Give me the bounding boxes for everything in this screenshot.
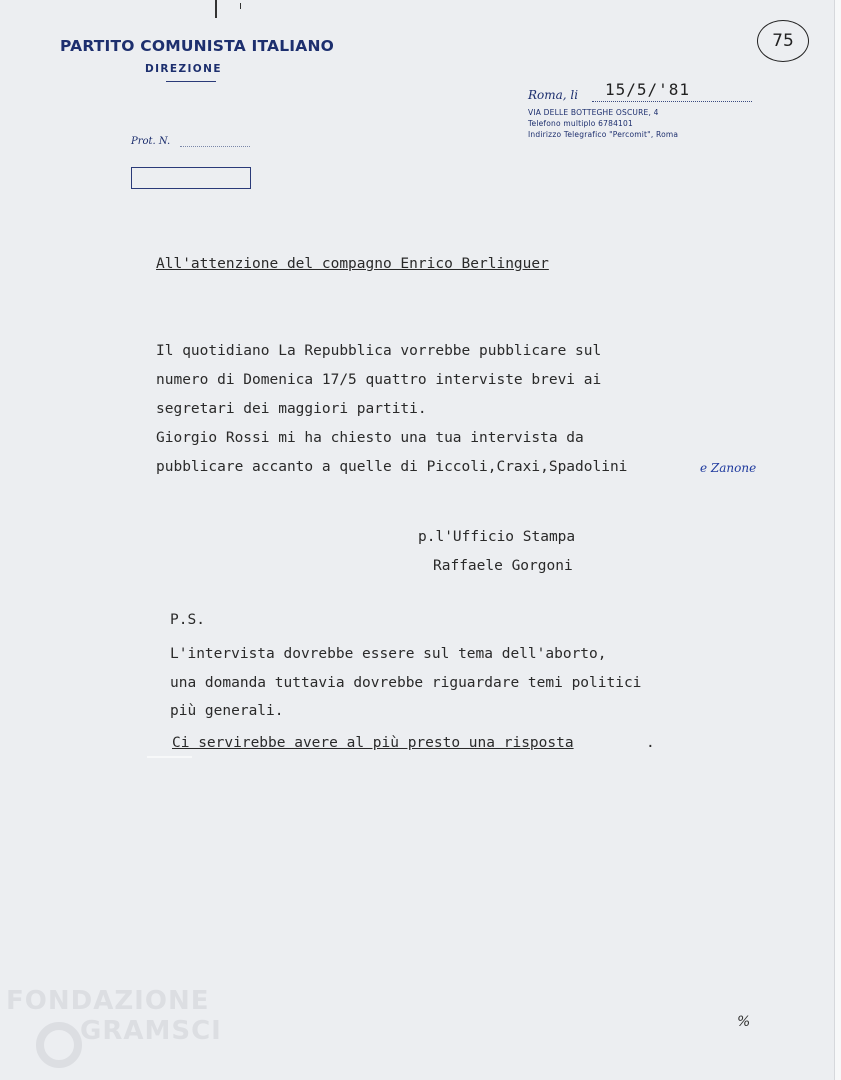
department-rule [166, 81, 216, 82]
place-label: Roma, li [528, 88, 579, 102]
scan-mark [240, 3, 241, 9]
body-line: Giorgio Rossi mi ha chiesto una tua intervista da [156, 430, 584, 446]
watermark-line1: FONDAZIONE [6, 986, 210, 1016]
date-dotted-line [592, 101, 752, 102]
scan-artifact [147, 756, 192, 758]
telegraph-line: Indirizzo Telegrafico "Percomit", Roma [528, 130, 679, 139]
page-number: 75 [757, 20, 809, 62]
signature-office: p.l'Ufficio Stampa [418, 529, 576, 545]
body-line: segretari dei maggiori partiti. [156, 401, 427, 417]
phone-line: Telefono multiplo 6784101 [528, 119, 633, 128]
ps-closing-punct: . [646, 735, 655, 751]
ps-line: più generali. [170, 703, 284, 719]
watermark-g-logo [36, 1022, 82, 1068]
scan-mark [215, 0, 217, 18]
party-name: PARTITO COMUNISTA ITALIANO [60, 37, 335, 55]
letter-date: 15/5/'81 [605, 80, 691, 99]
address-line: VIA DELLE BOTTEGHE OSCURE, 4 [528, 108, 659, 117]
body-line: numero di Domenica 17/5 quattro interviste brevi ai [156, 372, 602, 388]
handwritten-addition: e Zanone [700, 461, 757, 475]
ps-label: P.S. [170, 612, 205, 628]
ps-line: una domanda tuttavia dovrebbe riguardare temi politici [170, 675, 642, 691]
protocol-label: Prot. N. [131, 136, 171, 147]
page-edge [834, 0, 841, 1080]
watermark-line2: GRAMSCI [80, 1016, 222, 1046]
ps-closing-line: Ci servirebbe avere al più presto una risposta [172, 735, 574, 751]
attention-line: All'attenzione del compagno Enrico Berlinguer [156, 256, 549, 272]
department-name: DIREZIONE [145, 63, 222, 75]
body-line: pubblicare accanto a quelle di Piccoli,Craxi,Spadolini [156, 459, 628, 475]
ps-line: L'intervista dovrebbe essere sul tema dell'aborto, [170, 646, 607, 662]
protocol-box [131, 167, 251, 189]
footer-mark: % [737, 1014, 751, 1030]
protocol-dotted-line [180, 146, 250, 147]
signature-name: Raffaele Gorgoni [433, 558, 573, 574]
body-line: Il quotidiano La Repubblica vorrebbe pubblicare sul [156, 343, 602, 359]
